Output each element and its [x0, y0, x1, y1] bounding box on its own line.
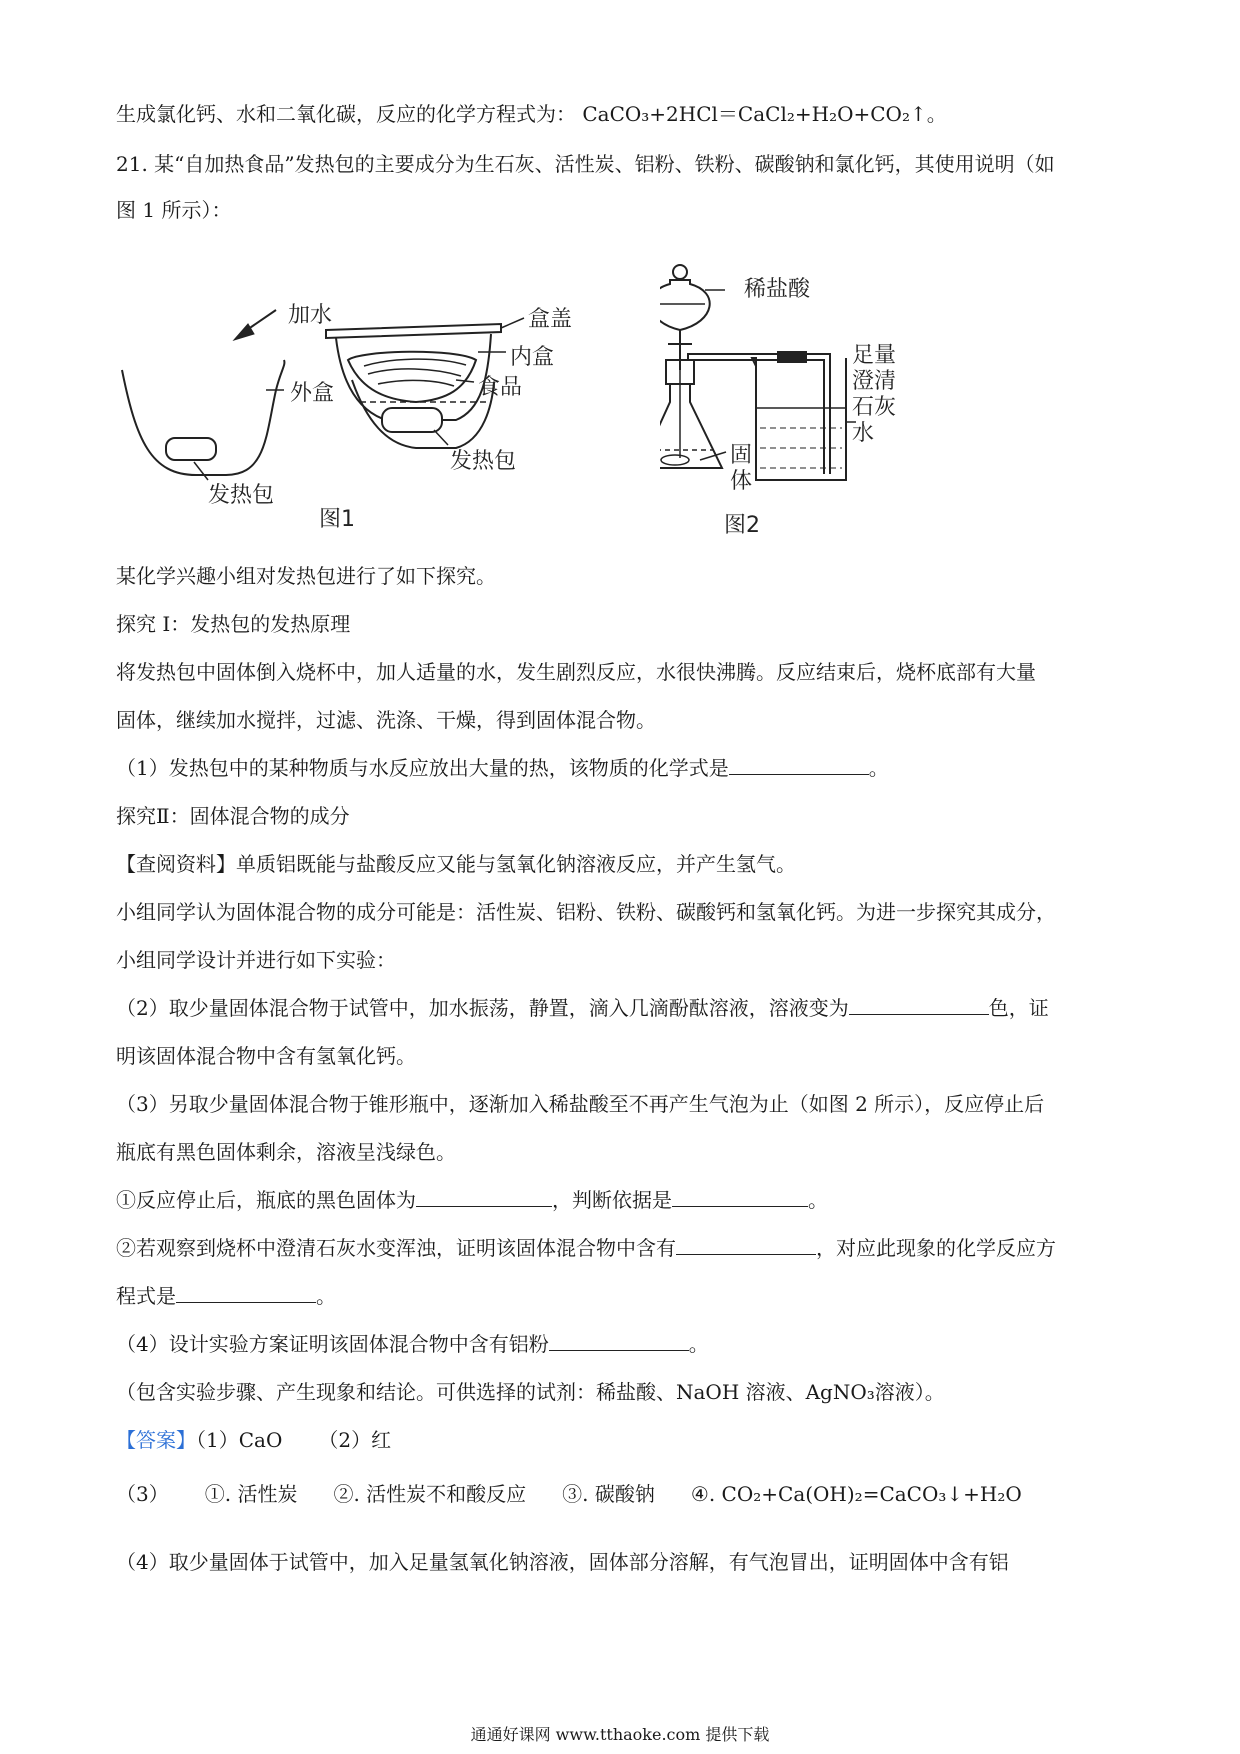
- figure-1-caption: 图1: [319, 507, 355, 532]
- label-outer-box: 外盒: [290, 381, 335, 406]
- question-4-end: 。: [688, 1332, 709, 1356]
- answer-blank-4[interactable]: [549, 1330, 689, 1351]
- answer-3-3: ③. 碳酸钠: [562, 1482, 655, 1506]
- label-heat-pack-right: 发热包: [450, 449, 517, 474]
- question-3-2-line-2: [116, 1282, 336, 1310]
- question-3-2-text: ②若观察到烧杯中澄清石灰水变浑浊，证明该固体混合物中含有: [116, 1236, 676, 1260]
- answer-blank-1[interactable]: [729, 754, 869, 775]
- question-3-2-text-2: 程式是: [116, 1284, 176, 1308]
- label-solid-2: 体: [730, 469, 753, 494]
- question-1-text: （1）发热包中的某种物质与水反应放出大量的热，该物质的化学式是: [116, 756, 729, 780]
- exploration-1-text-1: 将发热包中固体倒入烧杯中，加人适量的水，发生剧烈反应，水很快沸腾。反应结束后，烧杯底部有大量: [116, 660, 1036, 684]
- label-solid-1: 固: [730, 443, 753, 468]
- equation-prefix: 生成氯化钙、水和二氧化碳，反应的化学方程式为：: [116, 102, 576, 126]
- beaker: [752, 358, 846, 480]
- conical-flask: [660, 360, 722, 468]
- answer-blank-3-1a[interactable]: [416, 1186, 552, 1207]
- figure-2-diagram: [660, 262, 940, 544]
- add-water-arrow: [234, 310, 276, 340]
- answer-line-3: [116, 1480, 1022, 1508]
- equation-line: [116, 100, 947, 128]
- answer-blank-3-2a[interactable]: [676, 1234, 816, 1255]
- figure-1-diagram: [116, 270, 636, 540]
- answer-blank-3-1b[interactable]: [672, 1186, 808, 1207]
- answer-3-1: ①. 活性炭: [204, 1482, 298, 1506]
- question-2-line-2: 明该固体混合物中含有氢氧化钙。: [116, 1044, 416, 1068]
- answer-label: 【答案】: [116, 1428, 196, 1452]
- label-limewater-4: 水: [852, 421, 875, 446]
- label-heat-pack-left: 发热包: [208, 483, 275, 508]
- question-3-2-mid: ，对应此现象的化学反应方: [816, 1236, 1056, 1260]
- label-limewater-3: 石灰: [852, 395, 897, 420]
- label-dilute-hcl: 稀盐酸: [744, 277, 811, 302]
- question-4-note: （包含实验步骤、产生现象和结论。可供选择的试剂：稀盐酸、NaOH 溶液、AgNO₃溶液）。: [116, 1380, 945, 1404]
- question-4-text: （4）设计实验方案证明该固体混合物中含有铝粉: [116, 1332, 549, 1356]
- answer-2: （2）红: [318, 1428, 392, 1452]
- exploration-1-title: 探究 I：发热包的发热原理: [116, 612, 351, 636]
- question-3-1-mid: ，判断依据是: [552, 1188, 672, 1212]
- answer-1: （1）CaO: [196, 1428, 283, 1452]
- question-21-stem-1: 21. 某“自加热食品”发热包的主要成分为生石灰、活性炭、铝粉、铁粉、碳酸钠和氯化钙，其使用说明（如: [116, 152, 1055, 176]
- answer-3-4: ④. CO₂+Ca(OH)₂=CaCO₃↓+H₂O: [690, 1482, 1022, 1506]
- footer-source: 通通好课网 www.tthaoke.com 提供下载: [470, 1725, 770, 1744]
- answer-3-number: （3）: [116, 1482, 169, 1506]
- answer-3-2: ②. 活性炭不和酸反应: [333, 1482, 527, 1506]
- exploration-1-text-2: 固体，继续加水搅拌，过滤、洗涤、干燥，得到固体混合物。: [116, 708, 656, 732]
- question-1: [116, 754, 889, 782]
- label-inner-box: 内盒: [510, 345, 555, 370]
- composition-text-2: 小组同学设计并进行如下实验：: [116, 948, 396, 972]
- question-3-2-end: 。: [316, 1284, 336, 1308]
- exploration-2-title: 探究Ⅱ：固体混合物的成分: [116, 804, 350, 828]
- question-3-1-text: ①反应停止后，瓶底的黑色固体为: [116, 1188, 416, 1212]
- composition-text-1: 小组同学认为固体混合物的成分可能是：活性炭、铝粉、铁粉、碳酸钙和氢氧化钙。为进一步探究其成分，: [116, 900, 1056, 924]
- intro-line: 某化学兴趣小组对发热包进行了如下探究。: [116, 564, 496, 588]
- heat-pack-left-shape: [166, 438, 216, 460]
- answer-line-1: [116, 1426, 391, 1454]
- question-4: [116, 1330, 709, 1358]
- question-3-line-1: （3）另取少量固体混合物于锥形瓶中，逐渐加入稀盐酸至不再产生气泡为止（如图 2 所示），反应停止后: [116, 1092, 1045, 1116]
- answer-line-4: （4）取少量固体于试管中，加入足量氢氧化钠溶液，固体部分溶解，有气泡冒出，证明固体中含有铝: [116, 1550, 1009, 1574]
- question-3-1-end: 。: [808, 1188, 828, 1212]
- question-2-end: 色，证: [988, 996, 1049, 1020]
- label-limewater-1: 足量: [852, 343, 897, 368]
- reference-info: 【查阅资料】单质铝既能与盐酸反应又能与氢氧化钠溶液反应，并产生氢气。: [116, 852, 796, 876]
- delivery-tube: [688, 352, 830, 474]
- lunch-box-shape: [326, 324, 501, 448]
- answer-blank-3-2b[interactable]: [176, 1282, 316, 1303]
- question-3-1: [116, 1186, 828, 1214]
- label-food: 食品: [478, 375, 523, 400]
- label-limewater-2: 澄清: [852, 369, 897, 394]
- label-lid: 盒盖: [528, 307, 573, 332]
- question-21-stem-2: 图 1 所示）：: [116, 198, 232, 222]
- question-1-end: 。: [868, 756, 889, 780]
- answer-blank-2[interactable]: [849, 994, 989, 1015]
- equation-caco3-hcl: CaCO₃+2HCl＝CaCl₂+H₂O+CO₂↑。: [582, 102, 947, 126]
- label-add-water: 加水: [288, 303, 333, 328]
- question-2: [116, 994, 1049, 1022]
- question-3-2: [116, 1234, 1056, 1262]
- question-2-text: （2）取少量固体混合物于试管中，加水振荡，静置，滴入几滴酚酞溶液，溶液变为: [116, 996, 849, 1020]
- question-3-line-2: 瓶底有黑色固体剩余，溶液呈浅绿色。: [116, 1140, 456, 1164]
- figure-2-caption: 图2: [724, 513, 760, 538]
